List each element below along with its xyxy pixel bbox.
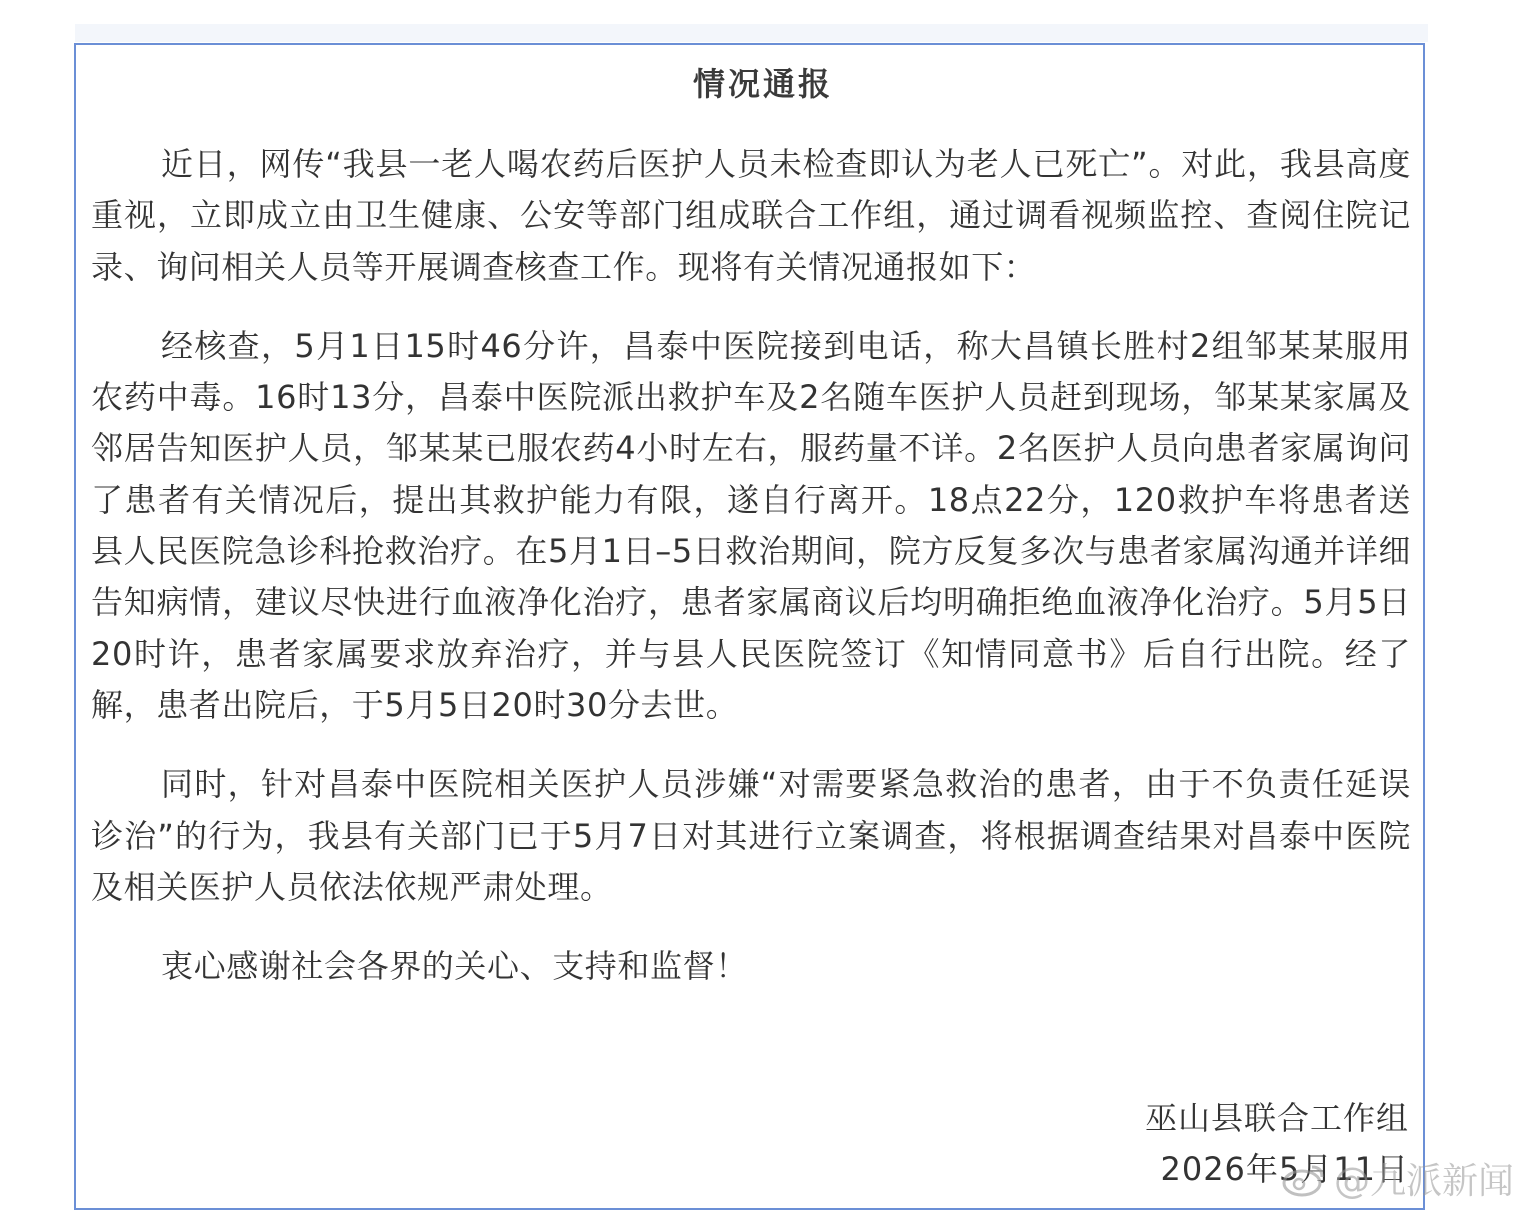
watermark-text: @九派新闻	[1333, 1161, 1514, 1202]
weibo-icon	[1282, 1161, 1326, 1197]
source-watermark	[1282, 1153, 1514, 1204]
signature-org: 巫山县联合工作组	[1144, 1099, 1409, 1137]
signature-date: 2026年5月11日	[1160, 1150, 1409, 1188]
paragraph-findings: 经核查，5月1日15时46分许，昌泰中医院接到电话，称大昌镇长胜村2组邹某某服用农药中毒。16时13分，昌泰中医院派出救护车及2名随车医护人员赶到现场，邹某某家属及邻居告知医护人员，邹某某已服农药4小时左右，服药量不详。2名医护人员向患者家属询问了患者有关情况后，提出其救护能力有限，遂自行离开。18点22分，120救护车将患者送县人民医院急诊科抢救治疗。在5月1日–5日救治期间，院方反复多次与患者家属沟通并详细告知病情，建议尽快进行血液净化治疗，患者家属商议后均明确拒绝血液净化治疗。5月5日20时许，患者家属要求放弃治疗，并与县人民医院签订《知情同意书》后自行出院。经了解，患者出院后，于5月5日20时30分去世。	[91, 326, 1411, 724]
notice-title: 情况通报	[692, 65, 833, 103]
paragraph-intro: 近日，网传“我县一老人喝农药后医护人员未检查即认为老人已死亡”。对此，我县高度重视，立即成立由卫生健康、公安等部门组成联合工作组，通过调看视频监控、查阅住院记录、询问相关人员等开展调查核查工作。现将有关情况通报如下：	[91, 145, 1411, 286]
top-band	[75, 24, 1428, 42]
notice-body	[91, 139, 1411, 992]
paragraph-thanks: 衷心感谢社会各界的关心、支持和监督！	[161, 947, 748, 986]
paragraph-action: 同时，针对昌泰中医院相关医护人员涉嫌“对需要紧急救治的患者，由于不负责任延误诊治”的行为，我县有关部门已于5月7日对其进行立案调查，将根据调查结果对昌泰中医院及相关医护人员依法依规严肃处理。	[91, 765, 1411, 906]
